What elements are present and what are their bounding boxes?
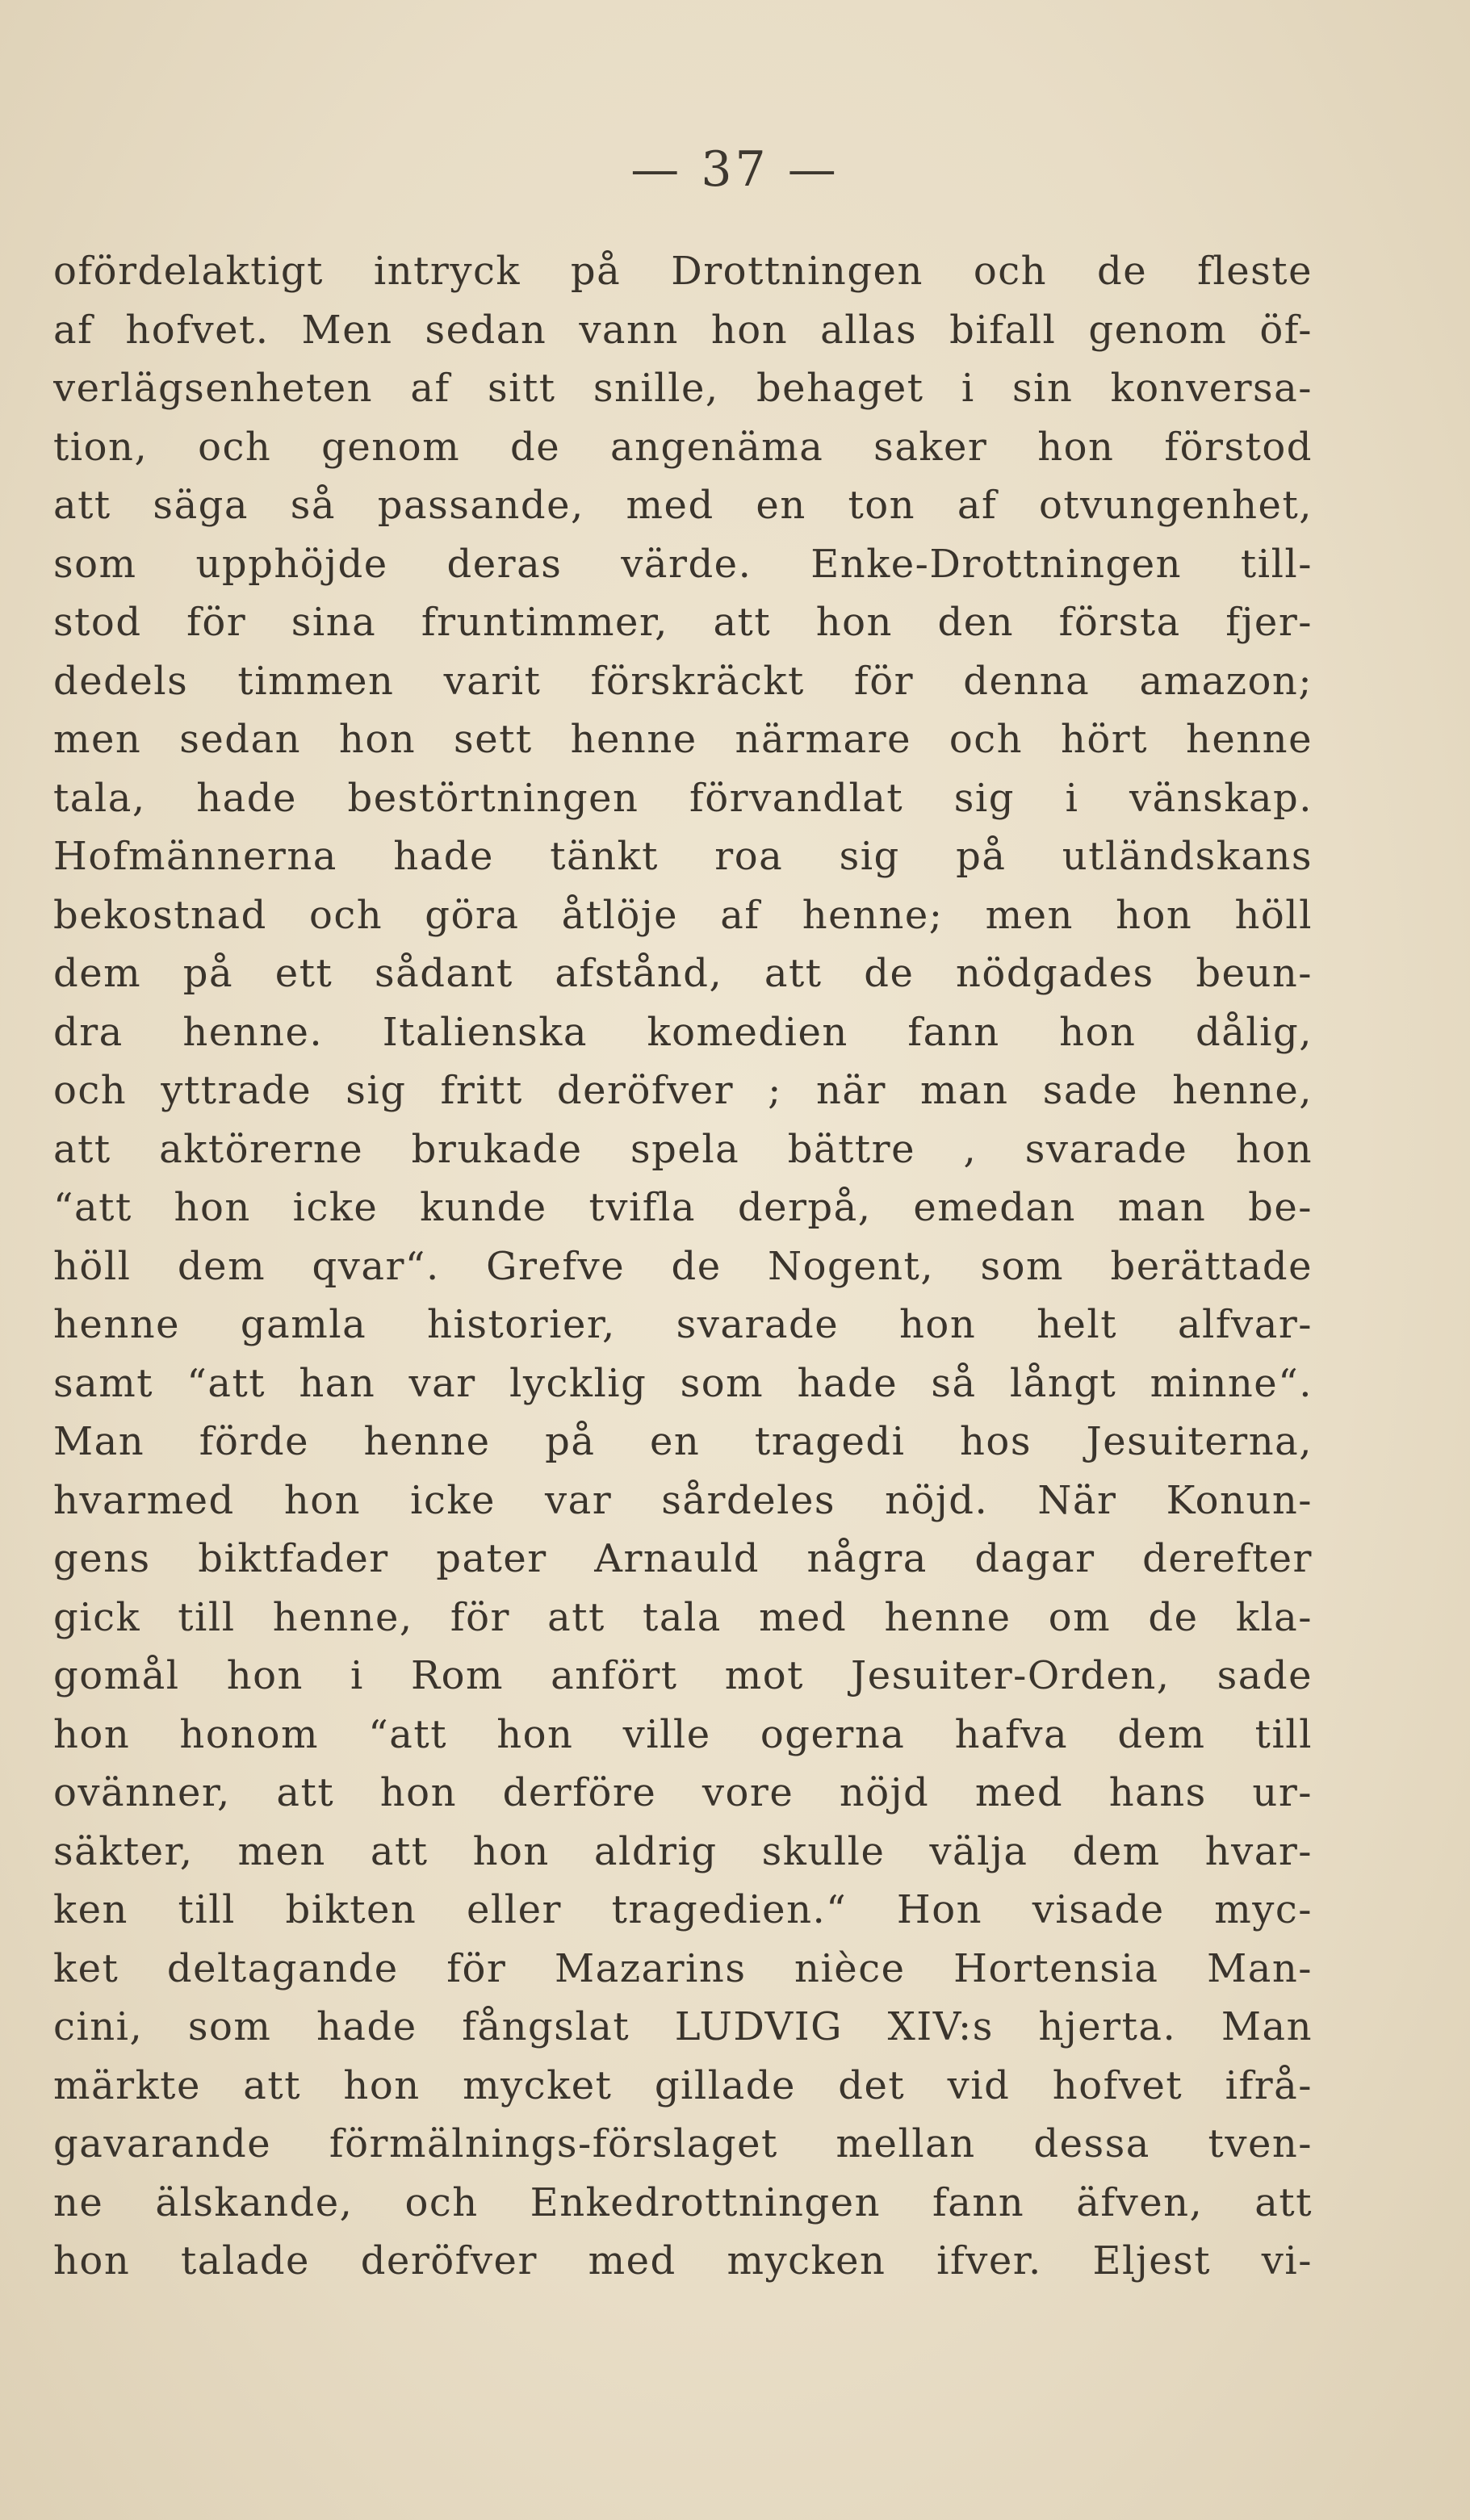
- text-line: Man förde henne på en tragedi hos Jesuiterna,: [53, 1419, 1313, 1464]
- text-line: hon honom “att hon ville ogerna hafva dem till: [53, 1711, 1313, 1757]
- text-line: hon talade deröfver med mycken ifver. Eljest vi-: [53, 2238, 1313, 2283]
- text-line: cini, som hade fångslat LUDVIG XIV:s hjerta. Man: [53, 2004, 1313, 2049]
- text-line: ovänner, att hon derföre vore nöjd med hans ur-: [53, 1770, 1313, 1815]
- text-line: samt “att han var lycklig som hade så långt minne“.: [53, 1360, 1313, 1406]
- text-line: märkte att hon mycket gillade det vid hofvet ifrå-: [53, 2062, 1313, 2108]
- text-line: “att hon icke kunde tvifla derpå, emedan man be-: [53, 1185, 1313, 1230]
- text-line: Hofmännerna hade tänkt roa sig på utländskans: [53, 834, 1313, 879]
- text-line: gavarande förmälnings-förslaget mellan dessa tven-: [53, 2121, 1313, 2166]
- text-line: bekostnad och göra åtlöje af henne; men hon höll: [53, 892, 1313, 938]
- text-line: henne gamla historier, svarade hon helt alfvar-: [53, 1302, 1313, 1347]
- text-line: säkter, men att hon aldrig skulle välja dem hvar-: [53, 1828, 1313, 1874]
- text-line: ket deltagande för Mazarins nièce Hortensia Man-: [53, 1945, 1313, 1991]
- text-line: gens biktfader pater Arnauld några dagar derefter: [53, 1536, 1313, 1581]
- text-line: tion, och genom de angenäma saker hon förstod: [53, 424, 1313, 470]
- text-line: gomål hon i Rom anfört mot Jesuiter-Orden, sade: [53, 1653, 1313, 1698]
- text-line: verlägsenheten af sitt snille, behaget i sin konversa-: [53, 366, 1313, 411]
- text-line: af hofvet. Men sedan vann hon allas bifall genom öf-: [53, 307, 1313, 353]
- text-line: som upphöjde deras värde. Enke-Drottningen till-: [53, 541, 1313, 587]
- page-number: — 37 —: [630, 141, 840, 198]
- text-line: höll dem qvar“. Grefve de Nogent, som berättade: [53, 1243, 1313, 1289]
- text-line: och yttrade sig fritt deröfver ; när man sade henne,: [53, 1068, 1313, 1113]
- text-line: dem på ett sådant afstånd, att de nödgades beun-: [53, 951, 1313, 996]
- text-line: ken till bikten eller tragedien.“ Hon visade myc-: [53, 1887, 1313, 1932]
- text-line: dedels timmen varit förskräckt för denna amazon;: [53, 658, 1313, 704]
- text-line: ne älskande, och Enkedrottningen fann äfven, att: [53, 2179, 1313, 2225]
- body-text: [53, 242, 1313, 2291]
- text-line: hvarmed hon icke var sårdeles nöjd. När Konun-: [53, 1477, 1313, 1523]
- text-line: men sedan hon sett henne närmare och hört henne: [53, 717, 1313, 762]
- text-line: stod för sina fruntimmer, att hon den första fjer-: [53, 600, 1313, 645]
- text-line: ofördelaktigt intryck på Drottningen och de fleste: [53, 249, 1313, 294]
- text-line: tala, hade bestörtningen förvandlat sig i vänskap.: [53, 775, 1313, 821]
- text-line: att säga så passande, med en ton af otvungenhet,: [53, 483, 1313, 528]
- text-line: gick till henne, för att tala med henne om de kla-: [53, 1594, 1313, 1640]
- text-line: att aktörerne brukade spela bättre , svarade hon: [53, 1126, 1313, 1172]
- text-line: dra henne. Italienska komedien fann hon dålig,: [53, 1009, 1313, 1055]
